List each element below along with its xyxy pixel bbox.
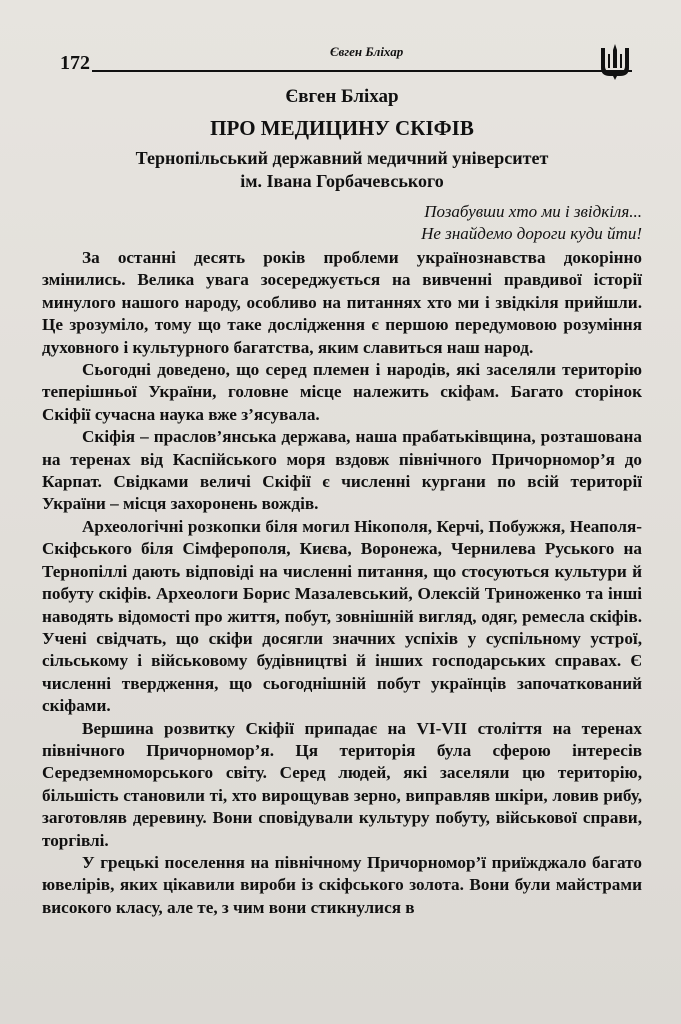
affiliation-line-2: ім. Івана Горбачевського xyxy=(240,171,444,191)
paragraph: Вершина розвитку Скіфії припадає на VI-VII століття на теренах північного Причорномор’я. Ця територія була сферою інтересів Середземноморського світу. Серед людей, які заселяли цю територію, більшість становили ті, хто вирощував зерно, виправляв шкіри, ловив рибу, заготовляв деревину. Вони сповідували культуру побуту, військової справи, торгівлі. xyxy=(42,718,642,850)
epigraph-line-2: Не знайдемо дороги куди йти! xyxy=(421,224,642,243)
epigraph-line-1: Позабувши хто ми і звідкіля... xyxy=(424,202,642,221)
trident-icon xyxy=(598,42,632,82)
page-header xyxy=(40,42,640,82)
article xyxy=(42,86,642,919)
epigraph xyxy=(42,201,642,245)
paragraph: У грецькі поселення на північному Причорномор’ї приїжджало багато ювелірів, яких цікавили вироби із скіфського золота. Вони були майстрами високого класу, але те, з чим вони стикнулися в xyxy=(42,852,642,917)
article-body xyxy=(42,247,642,919)
running-head: Євген Бліхар xyxy=(330,44,404,59)
paragraph: Сьогодні доведено, що серед племен і народів, які заселяли територію теперішньої України, головне місце належить скіфам. Багато сторінок Скіфії сучасна наука вже з’ясувала. xyxy=(42,360,642,424)
affiliation-line-1: Тернопільський державний медичний університет xyxy=(135,148,549,168)
article-author: Євген Бліхар xyxy=(285,86,399,107)
header-rule xyxy=(92,70,632,72)
paragraph: За останні десять років проблеми українознавства докорінно змінились. Велика увага зосереджується на вивченні правдивої історії минулого нашого народу, особливо на питаннях хто ми і звідкіля прийшли. Це зрозуміло, тому що таке дослідження є першою передумовою розуміння духовного і культурного багатства, яким славиться наш народ. xyxy=(42,248,642,357)
article-affiliation xyxy=(42,147,642,193)
page-number: 172 xyxy=(60,52,90,74)
paragraph: Скіфія – праслов’янська держава, наша прабатьківщина, розташована на теренах від Каспійського моря вздовж північного Причорномор’я до Карпат. Свідками величі Скіфії є численні кургани по всій території України – місця захоронень вождів. xyxy=(42,427,642,514)
article-title: ПРО МЕДИЦИНУ СКІФІВ xyxy=(210,116,474,140)
paragraph: Археологічні розкопки біля могил Нікополя, Керчі, Побужжя, Неаполя-Скіфського біля Сімферополя, Києва, Воронежа, Чернилева Руського на Тернопіллі дають відповіді на численні питання, що стосуються культури й побуту скіфів. Археологи Борис Мазалевський, Олексій Триноженко та інші наводять відомості про життя, побут, зовнішній вигляд, одяг, ремесла скіфів. Учені свідчать, що скіфи досягли значних успіхів у суспільному устрої, сільському і військовому будівництві й інших господарських справах. Є численні твердження, що сьогоднішній побут українців започаткований скіфами. xyxy=(42,516,642,716)
